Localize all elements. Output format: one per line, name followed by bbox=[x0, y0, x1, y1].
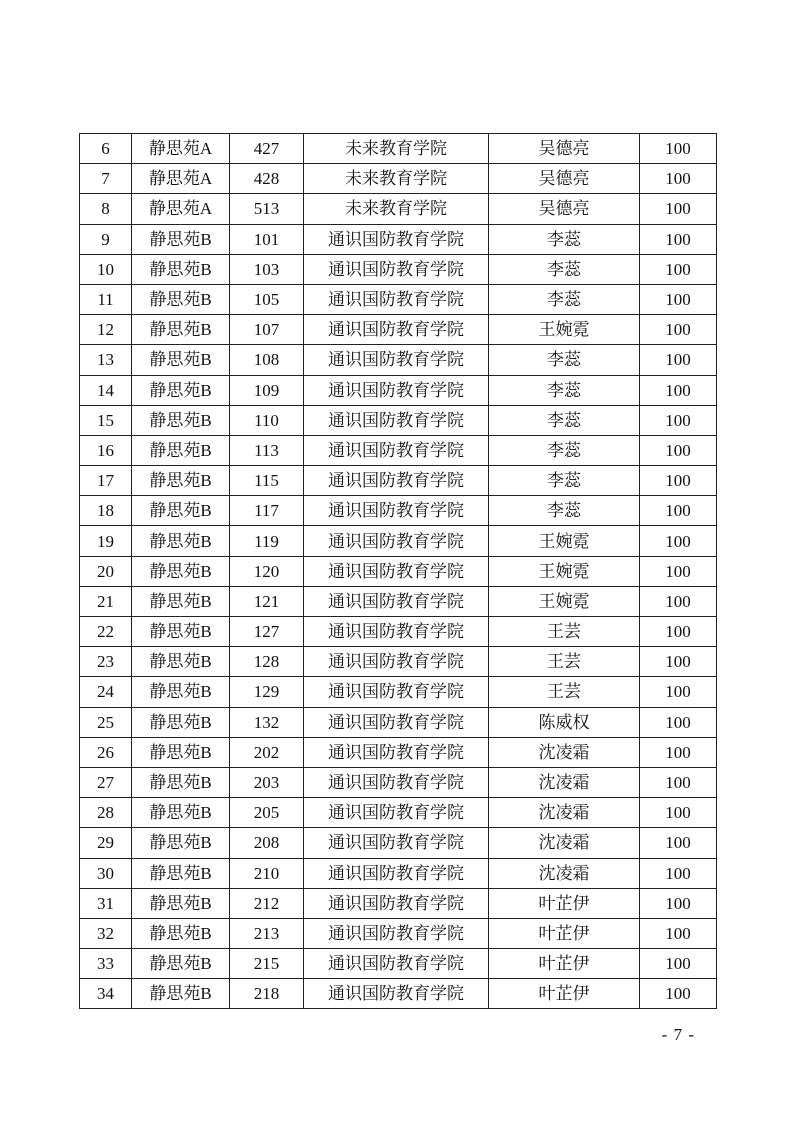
college-cell: 未来教育学院 bbox=[304, 164, 489, 194]
table-row bbox=[80, 617, 717, 647]
table-row bbox=[80, 556, 717, 586]
score-cell: 100 bbox=[640, 194, 717, 224]
college-cell: 通识国防教育学院 bbox=[304, 677, 489, 707]
score-cell: 100 bbox=[640, 949, 717, 979]
score-cell: 100 bbox=[640, 858, 717, 888]
row-number-cell: 31 bbox=[80, 888, 132, 918]
college-cell: 通识国防教育学院 bbox=[304, 798, 489, 828]
responsible-person-cell: 李蕊 bbox=[489, 224, 640, 254]
responsible-person-cell: 王婉霓 bbox=[489, 556, 640, 586]
table-row bbox=[80, 737, 717, 767]
table-row bbox=[80, 496, 717, 526]
room-number-cell: 427 bbox=[230, 134, 304, 164]
responsible-person-cell: 王婉霓 bbox=[489, 586, 640, 616]
room-number-cell: 110 bbox=[230, 405, 304, 435]
room-number-cell: 108 bbox=[230, 345, 304, 375]
score-cell: 100 bbox=[640, 254, 717, 284]
college-cell: 通识国防教育学院 bbox=[304, 737, 489, 767]
dormitory-score-table bbox=[79, 133, 717, 1009]
table-row bbox=[80, 284, 717, 314]
table-row bbox=[80, 315, 717, 345]
building-cell: 静思苑B bbox=[132, 405, 230, 435]
table-body bbox=[80, 134, 717, 1009]
table-row bbox=[80, 979, 717, 1009]
room-number-cell: 127 bbox=[230, 617, 304, 647]
building-cell: 静思苑B bbox=[132, 526, 230, 556]
row-number-cell: 6 bbox=[80, 134, 132, 164]
row-number-cell: 34 bbox=[80, 979, 132, 1009]
score-cell: 100 bbox=[640, 586, 717, 616]
row-number-cell: 27 bbox=[80, 767, 132, 797]
college-cell: 通识国防教育学院 bbox=[304, 586, 489, 616]
table-row bbox=[80, 164, 717, 194]
room-number-cell: 132 bbox=[230, 707, 304, 737]
row-number-cell: 13 bbox=[80, 345, 132, 375]
table-row bbox=[80, 767, 717, 797]
responsible-person-cell: 沈凌霜 bbox=[489, 737, 640, 767]
building-cell: 静思苑B bbox=[132, 979, 230, 1009]
room-number-cell: 428 bbox=[230, 164, 304, 194]
score-cell: 100 bbox=[640, 345, 717, 375]
score-cell: 100 bbox=[640, 224, 717, 254]
responsible-person-cell: 李蕊 bbox=[489, 435, 640, 465]
building-cell: 静思苑B bbox=[132, 224, 230, 254]
score-cell: 100 bbox=[640, 435, 717, 465]
responsible-person-cell: 王婉霓 bbox=[489, 526, 640, 556]
college-cell: 通识国防教育学院 bbox=[304, 949, 489, 979]
row-number-cell: 29 bbox=[80, 828, 132, 858]
page-number: - 7 - bbox=[661, 1025, 695, 1044]
building-cell: 静思苑B bbox=[132, 254, 230, 284]
college-cell: 通识国防教育学院 bbox=[304, 767, 489, 797]
table-row bbox=[80, 918, 717, 948]
row-number-cell: 24 bbox=[80, 677, 132, 707]
row-number-cell: 7 bbox=[80, 164, 132, 194]
responsible-person-cell: 王芸 bbox=[489, 677, 640, 707]
row-number-cell: 16 bbox=[80, 435, 132, 465]
score-cell: 100 bbox=[640, 677, 717, 707]
room-number-cell: 513 bbox=[230, 194, 304, 224]
responsible-person-cell: 沈凌霜 bbox=[489, 767, 640, 797]
responsible-person-cell: 叶芷伊 bbox=[489, 949, 640, 979]
responsible-person-cell: 李蕊 bbox=[489, 345, 640, 375]
table-row bbox=[80, 707, 717, 737]
responsible-person-cell: 李蕊 bbox=[489, 496, 640, 526]
score-cell: 100 bbox=[640, 918, 717, 948]
building-cell: 静思苑B bbox=[132, 496, 230, 526]
room-number-cell: 128 bbox=[230, 647, 304, 677]
room-number-cell: 203 bbox=[230, 767, 304, 797]
table-row bbox=[80, 858, 717, 888]
row-number-cell: 33 bbox=[80, 949, 132, 979]
room-number-cell: 213 bbox=[230, 918, 304, 948]
room-number-cell: 215 bbox=[230, 949, 304, 979]
responsible-person-cell: 陈威权 bbox=[489, 707, 640, 737]
building-cell: 静思苑B bbox=[132, 707, 230, 737]
building-cell: 静思苑B bbox=[132, 435, 230, 465]
row-number-cell: 15 bbox=[80, 405, 132, 435]
table-row bbox=[80, 254, 717, 284]
score-cell: 100 bbox=[640, 888, 717, 918]
room-number-cell: 210 bbox=[230, 858, 304, 888]
room-number-cell: 120 bbox=[230, 556, 304, 586]
row-number-cell: 23 bbox=[80, 647, 132, 677]
table-row bbox=[80, 647, 717, 677]
score-cell: 100 bbox=[640, 828, 717, 858]
building-cell: 静思苑B bbox=[132, 315, 230, 345]
building-cell: 静思苑A bbox=[132, 194, 230, 224]
table-row bbox=[80, 466, 717, 496]
room-number-cell: 121 bbox=[230, 586, 304, 616]
responsible-person-cell: 吴德亮 bbox=[489, 194, 640, 224]
college-cell: 通识国防教育学院 bbox=[304, 707, 489, 737]
room-number-cell: 119 bbox=[230, 526, 304, 556]
row-number-cell: 26 bbox=[80, 737, 132, 767]
responsible-person-cell: 沈凌霜 bbox=[489, 858, 640, 888]
table-row bbox=[80, 949, 717, 979]
responsible-person-cell: 沈凌霜 bbox=[489, 798, 640, 828]
college-cell: 通识国防教育学院 bbox=[304, 858, 489, 888]
room-number-cell: 117 bbox=[230, 496, 304, 526]
score-cell: 100 bbox=[640, 405, 717, 435]
responsible-person-cell: 李蕊 bbox=[489, 254, 640, 284]
room-number-cell: 218 bbox=[230, 979, 304, 1009]
building-cell: 静思苑B bbox=[132, 647, 230, 677]
college-cell: 通识国防教育学院 bbox=[304, 284, 489, 314]
score-cell: 100 bbox=[640, 496, 717, 526]
responsible-person-cell: 叶芷伊 bbox=[489, 888, 640, 918]
building-cell: 静思苑B bbox=[132, 798, 230, 828]
room-number-cell: 101 bbox=[230, 224, 304, 254]
building-cell: 静思苑B bbox=[132, 737, 230, 767]
building-cell: 静思苑B bbox=[132, 677, 230, 707]
score-cell: 100 bbox=[640, 617, 717, 647]
room-number-cell: 212 bbox=[230, 888, 304, 918]
college-cell: 通识国防教育学院 bbox=[304, 405, 489, 435]
college-cell: 通识国防教育学院 bbox=[304, 918, 489, 948]
college-cell: 未来教育学院 bbox=[304, 194, 489, 224]
room-number-cell: 208 bbox=[230, 828, 304, 858]
building-cell: 静思苑B bbox=[132, 466, 230, 496]
room-number-cell: 129 bbox=[230, 677, 304, 707]
building-cell: 静思苑B bbox=[132, 888, 230, 918]
table-row bbox=[80, 677, 717, 707]
room-number-cell: 202 bbox=[230, 737, 304, 767]
building-cell: 静思苑B bbox=[132, 375, 230, 405]
room-number-cell: 115 bbox=[230, 466, 304, 496]
room-number-cell: 205 bbox=[230, 798, 304, 828]
table-row bbox=[80, 194, 717, 224]
responsible-person-cell: 王芸 bbox=[489, 647, 640, 677]
responsible-person-cell: 王芸 bbox=[489, 617, 640, 647]
room-number-cell: 113 bbox=[230, 435, 304, 465]
row-number-cell: 25 bbox=[80, 707, 132, 737]
table-row bbox=[80, 888, 717, 918]
score-cell: 100 bbox=[640, 134, 717, 164]
table-row bbox=[80, 526, 717, 556]
building-cell: 静思苑B bbox=[132, 586, 230, 616]
score-cell: 100 bbox=[640, 798, 717, 828]
row-number-cell: 21 bbox=[80, 586, 132, 616]
score-cell: 100 bbox=[640, 647, 717, 677]
building-cell: 静思苑B bbox=[132, 284, 230, 314]
row-number-cell: 17 bbox=[80, 466, 132, 496]
row-number-cell: 8 bbox=[80, 194, 132, 224]
responsible-person-cell: 李蕊 bbox=[489, 405, 640, 435]
score-cell: 100 bbox=[640, 315, 717, 345]
row-number-cell: 20 bbox=[80, 556, 132, 586]
table-row bbox=[80, 586, 717, 616]
building-cell: 静思苑B bbox=[132, 345, 230, 375]
responsible-person-cell: 李蕊 bbox=[489, 375, 640, 405]
row-number-cell: 9 bbox=[80, 224, 132, 254]
responsible-person-cell: 沈凌霜 bbox=[489, 828, 640, 858]
score-cell: 100 bbox=[640, 979, 717, 1009]
building-cell: 静思苑B bbox=[132, 918, 230, 948]
college-cell: 通识国防教育学院 bbox=[304, 375, 489, 405]
score-cell: 100 bbox=[640, 466, 717, 496]
row-number-cell: 19 bbox=[80, 526, 132, 556]
responsible-person-cell: 吴德亮 bbox=[489, 134, 640, 164]
college-cell: 通识国防教育学院 bbox=[304, 526, 489, 556]
row-number-cell: 22 bbox=[80, 617, 132, 647]
row-number-cell: 30 bbox=[80, 858, 132, 888]
building-cell: 静思苑A bbox=[132, 164, 230, 194]
room-number-cell: 107 bbox=[230, 315, 304, 345]
college-cell: 通识国防教育学院 bbox=[304, 345, 489, 375]
college-cell: 未来教育学院 bbox=[304, 134, 489, 164]
building-cell: 静思苑B bbox=[132, 556, 230, 586]
row-number-cell: 14 bbox=[80, 375, 132, 405]
building-cell: 静思苑B bbox=[132, 767, 230, 797]
college-cell: 通识国防教育学院 bbox=[304, 828, 489, 858]
score-cell: 100 bbox=[640, 556, 717, 586]
table-row bbox=[80, 405, 717, 435]
score-cell: 100 bbox=[640, 767, 717, 797]
room-number-cell: 103 bbox=[230, 254, 304, 284]
table-row bbox=[80, 828, 717, 858]
college-cell: 通识国防教育学院 bbox=[304, 979, 489, 1009]
responsible-person-cell: 王婉霓 bbox=[489, 315, 640, 345]
college-cell: 通识国防教育学院 bbox=[304, 254, 489, 284]
college-cell: 通识国防教育学院 bbox=[304, 496, 489, 526]
responsible-person-cell: 叶芷伊 bbox=[489, 918, 640, 948]
responsible-person-cell: 李蕊 bbox=[489, 466, 640, 496]
table-row bbox=[80, 224, 717, 254]
score-cell: 100 bbox=[640, 737, 717, 767]
row-number-cell: 11 bbox=[80, 284, 132, 314]
responsible-person-cell: 李蕊 bbox=[489, 284, 640, 314]
college-cell: 通识国防教育学院 bbox=[304, 647, 489, 677]
room-number-cell: 105 bbox=[230, 284, 304, 314]
room-number-cell: 109 bbox=[230, 375, 304, 405]
college-cell: 通识国防教育学院 bbox=[304, 224, 489, 254]
row-number-cell: 12 bbox=[80, 315, 132, 345]
building-cell: 静思苑B bbox=[132, 828, 230, 858]
table-row bbox=[80, 134, 717, 164]
row-number-cell: 10 bbox=[80, 254, 132, 284]
college-cell: 通识国防教育学院 bbox=[304, 466, 489, 496]
college-cell: 通识国防教育学院 bbox=[304, 315, 489, 345]
score-cell: 100 bbox=[640, 526, 717, 556]
building-cell: 静思苑B bbox=[132, 858, 230, 888]
building-cell: 静思苑B bbox=[132, 949, 230, 979]
college-cell: 通识国防教育学院 bbox=[304, 435, 489, 465]
responsible-person-cell: 吴德亮 bbox=[489, 164, 640, 194]
college-cell: 通识国防教育学院 bbox=[304, 888, 489, 918]
building-cell: 静思苑A bbox=[132, 134, 230, 164]
row-number-cell: 32 bbox=[80, 918, 132, 948]
score-cell: 100 bbox=[640, 707, 717, 737]
row-number-cell: 18 bbox=[80, 496, 132, 526]
score-cell: 100 bbox=[640, 284, 717, 314]
row-number-cell: 28 bbox=[80, 798, 132, 828]
table-row bbox=[80, 345, 717, 375]
score-cell: 100 bbox=[640, 375, 717, 405]
responsible-person-cell: 叶芷伊 bbox=[489, 979, 640, 1009]
score-cell: 100 bbox=[640, 164, 717, 194]
table-row bbox=[80, 435, 717, 465]
college-cell: 通识国防教育学院 bbox=[304, 556, 489, 586]
table-row bbox=[80, 375, 717, 405]
college-cell: 通识国防教育学院 bbox=[304, 617, 489, 647]
table-row bbox=[80, 798, 717, 828]
building-cell: 静思苑B bbox=[132, 617, 230, 647]
